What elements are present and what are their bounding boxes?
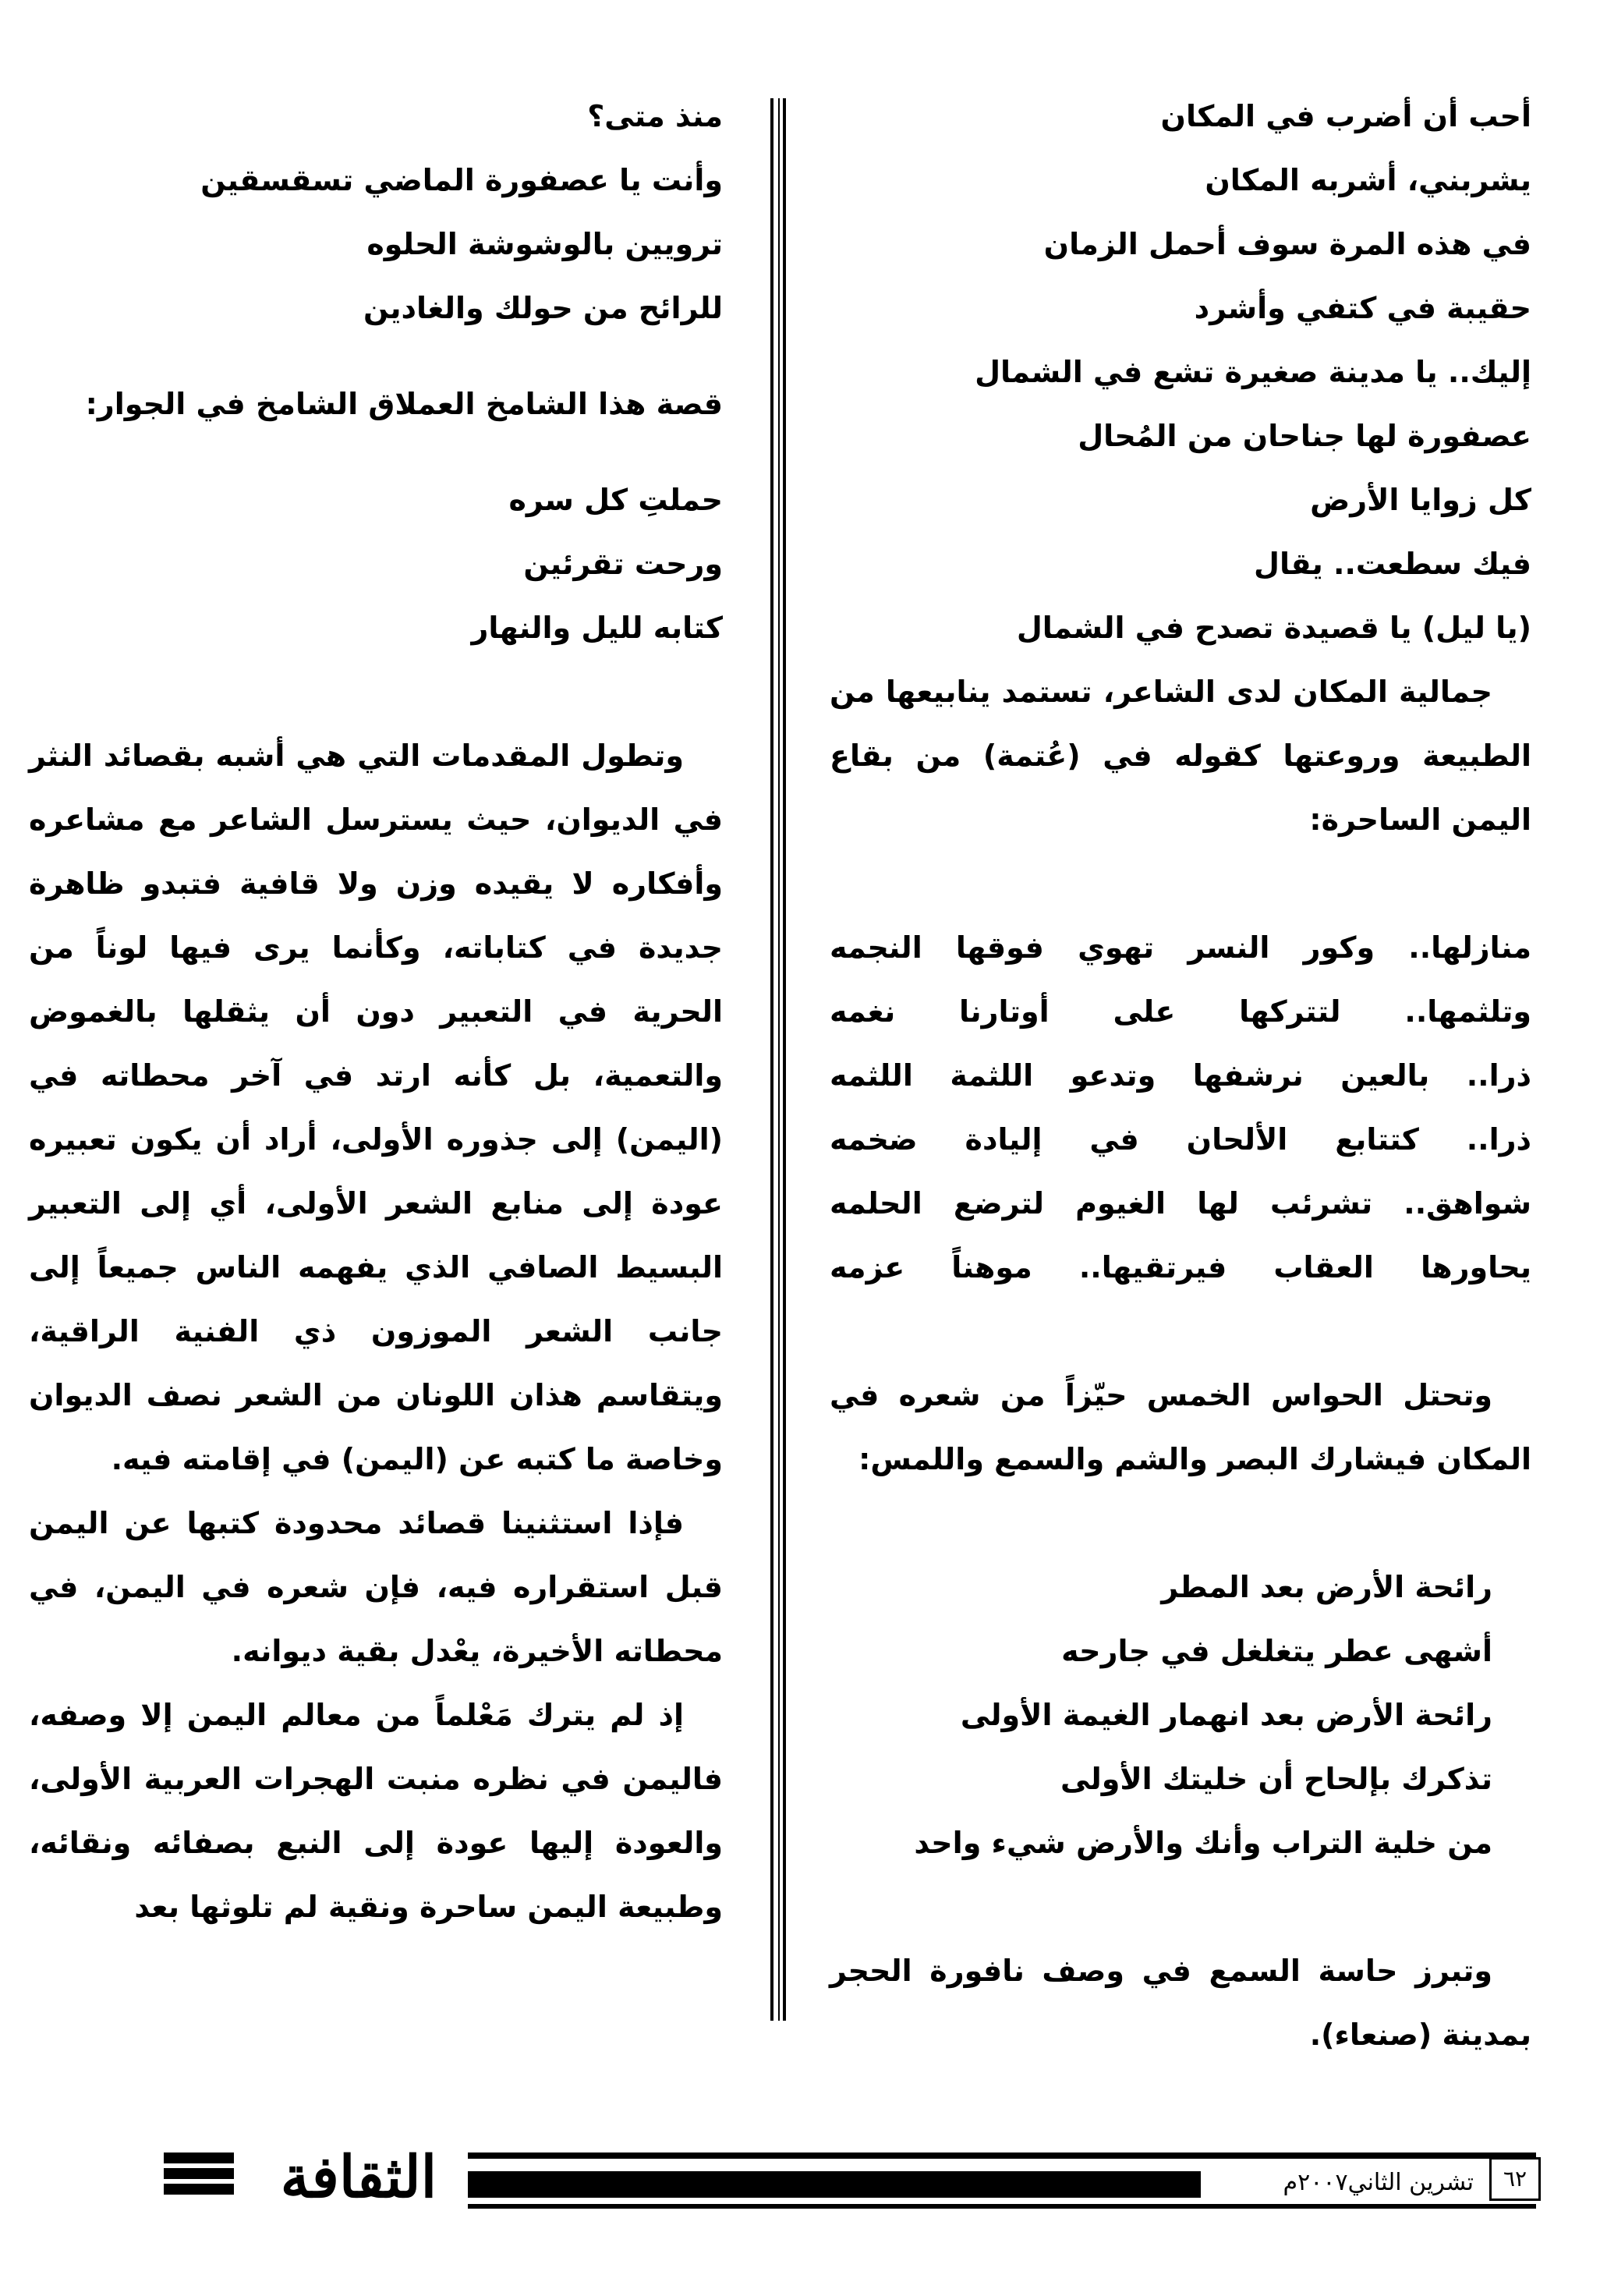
footer-rule (468, 2152, 1536, 2159)
poem-line: ذرا.. بالعين نرشفها وتدعو اللثمة اللثمه (830, 1058, 1531, 1093)
poem-line: كل زوايا الأرض (1310, 483, 1531, 517)
poem-line: أشهى عطر يتغلغل في جارحه (1061, 1634, 1492, 1668)
poem-line: رائحة الأرض بعد انهمار الغيمة الأولى (960, 1698, 1492, 1732)
poem-line: عصفورة لها جناحان من المُحال (1078, 419, 1531, 453)
poem-line: يحاورها العقاب فيرتقيها.. موهناً عزمه (830, 1250, 1531, 1284)
paragraph: إذ لم يترك مَعْلماً من معالم اليمن إلا وصفه، فاليمن في نظره منبت الهجرات العربية الأولى، والعودة إليها عودة إلى النبع بصفائه ونقائه، وطبيعة اليمن ساحرة ونقية لم تلوثها بعد (29, 1698, 723, 1924)
footer-ornament (164, 2152, 234, 2199)
paragraph: وتحتل الحواس الخمس حيّزاً من شعره في المكان فيشارك البصر والشم والسمع واللمس: (830, 1378, 1531, 1476)
poem-line: منذ متى؟ (587, 99, 723, 133)
poem-line: إليك.. يا مدينة صغيرة تشع في الشمال (975, 355, 1531, 389)
poem-line: في هذه المرة سوف أحمل الزمان (1043, 227, 1531, 261)
poem-line: يشربني، أشربه المكان (1205, 163, 1531, 197)
poem-line: فيك سطعت.. يقال (1253, 547, 1531, 581)
right-column (830, 84, 1531, 2067)
paragraph: وتبرز حاسة السمع في وصف نافورة الحجر بمدينة (صنعاء). (830, 1954, 1531, 2052)
paragraph: قصة هذا الشامخ العملاق الشامخ في الجوار: (85, 387, 723, 421)
poem-line: حملتِ كل سره (508, 483, 723, 517)
poem-stanza (29, 84, 723, 340)
poem-line: من خلية التراب وأنك والأرض شيء واحد (914, 1826, 1492, 1860)
poem-stanza (830, 916, 1531, 1299)
poem-stanza (29, 468, 723, 660)
poem-line: وتلثمها.. لتتركها على أوتارنا نغمه (830, 994, 1531, 1029)
poem-line: ترويين بالوشوشة الحلوه (366, 227, 723, 261)
poem-line: (يا ليل) يا قصيدة تصدح في الشمال (1016, 611, 1531, 645)
paragraph: جمالية المكان لدى الشاعر، تستمد ينابيعها من الطبيعة وروعتها كقوله في (عُتمة) من بقاع اليمن الساحرة: (830, 675, 1531, 837)
paragraph: فإذا استثنينا قصائد محدودة كتبها عن اليمن قبل استقراره فيه، فإن شعره في اليمن، في محطاته الأخيرة، يعْدل بقية ديوانه. (29, 1506, 723, 1668)
poem-line: رائحة الأرض بعد المطر (1161, 1570, 1492, 1604)
poem-line: حقيبة في كتفي وأشرد (1194, 291, 1531, 325)
page-number: ٦٢ (1489, 2157, 1541, 2201)
poem-line: كتابه لليل والنهار (471, 611, 723, 645)
page-footer (164, 2144, 1527, 2211)
poem-line: وأنت يا عصفورة الماضي تسقسقين (200, 163, 723, 197)
paragraph: وتطول المقدمات التي هي أشبه بقصائد النثر في الديوان، حيث يسترسل الشاعر مع مشاعره وأفكاره لا يقيده وزن ولا قافية فتبدو ظاهرة جديدة في كتاباته، وكأنما يرى فيها لوناً من الحرية في التعبير دون أن يثقلها بالغموض والتعمية، بل كأنه ارتد في آخر محطاته في (اليمن) إلى جذوره الأولى، أراد أن يكون تعبيره عودة إلى منابع الشعر الأولى، أي إلى التعبير البسيط الصافي الذي يفهمه الناس جميعاً إلى جانب الشعر الموزون ذي الفنية الراقية، ويتقاسم هذان اللونان من الشعر نصف الديوان وخاصة ما كتبه عن (اليمن) في إقامته فيه. (29, 739, 723, 1476)
poem-line: أحب أن أضرب في المكان (1160, 99, 1531, 133)
issue-date: تشرين الثاني٢٠٠٧م (1283, 2169, 1474, 2196)
left-column (29, 84, 723, 1939)
poem-line: ورحت تقرئين (523, 547, 723, 581)
poem-line: تذكرك بإلحاح أن خليتك الأولى (1060, 1762, 1492, 1796)
poem-stanza (830, 84, 1531, 660)
poem-line: للرائح من حولك والغادين (363, 291, 723, 325)
poem-line: شواهق.. تشرئب لها الغيوم لترضع الحلمه (830, 1186, 1531, 1221)
magazine-masthead: الثقافة (280, 2144, 437, 2211)
poem-line: منازلها.. وكور النسر تهوي فوقها النجمه (830, 930, 1531, 965)
column-divider (770, 98, 786, 2021)
poem-line: ذرا.. كتتابع الألحان في إليادة ضخمه (830, 1122, 1531, 1157)
footer-bar (468, 2171, 1201, 2198)
poem-stanza (830, 1555, 1531, 1875)
footer-rule (468, 2204, 1536, 2209)
